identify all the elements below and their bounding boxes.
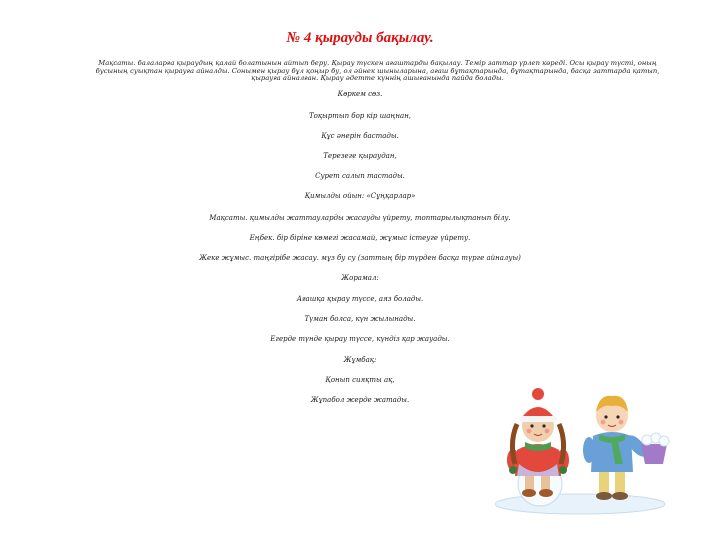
omens-heading: Жорамал: (341, 274, 379, 282)
poem-line: Тоқыртып бор кір шаңнан, (308, 112, 412, 120)
poem-line: Сурет салып тастады. (315, 172, 405, 180)
intro-paragraph (85, 60, 670, 83)
riddle-line: Қонып сияқты ақ, (325, 376, 395, 384)
poem-line: Терезеге қыраудан, (323, 152, 397, 160)
omen-line: Егерде түнде қырау түссе, күндіз қар жауады. (270, 335, 450, 343)
boy-figure (583, 396, 669, 500)
poem-line: Құс әнерін бастады. (321, 132, 399, 140)
heading-art-word: Көркем сөз. (337, 90, 383, 98)
page-title: № 4 қырауды бақылау. (286, 30, 434, 46)
omen-line: Түман болса, күн жылынады. (304, 315, 416, 323)
winter-children-illustration (495, 372, 685, 517)
omen-line: Ағашқа қырау түссе, аяз болады. (296, 295, 424, 303)
individual-work: Жеке жұмыс. таңгірібе жасау. мұз бу су (заттың бір түрден басқа түрге айналуы) (199, 254, 521, 262)
intro-line: қырауға айналған. Қырау әдетте күннің ашығанында пайда болады. (251, 75, 504, 83)
game-heading: Қимылды ойын: «Сұңқарлар» (304, 192, 416, 200)
intro-line: бусының суықтан қырауға айналды. Сонымен қырау бұл қоңыр бу, ол әйнек шыныларына, ағаш бұтақтарында, бұтақтарында, басқа заттарда қатып, (95, 67, 660, 75)
riddle-heading: Жұмбақ: (343, 356, 377, 364)
intro-line: Мақсаты. балаларға қыраудың қалай болатынын айтып беру. Қырау түскен ағаштарды бақылау. Темір заттар үрлеп көреді. Осы қырау түсті, оның (98, 60, 657, 67)
riddle-line: Жұпабол жерде жатады. (310, 396, 410, 404)
labor-line: Еңбек. бір біріне көмегі жасамай, жұмыс істеуге үйрету. (249, 234, 471, 242)
game-goal: Мақсаты. қимылды жаттауларды жасауды үйрету, топтарылықтанып білу. (209, 214, 511, 222)
